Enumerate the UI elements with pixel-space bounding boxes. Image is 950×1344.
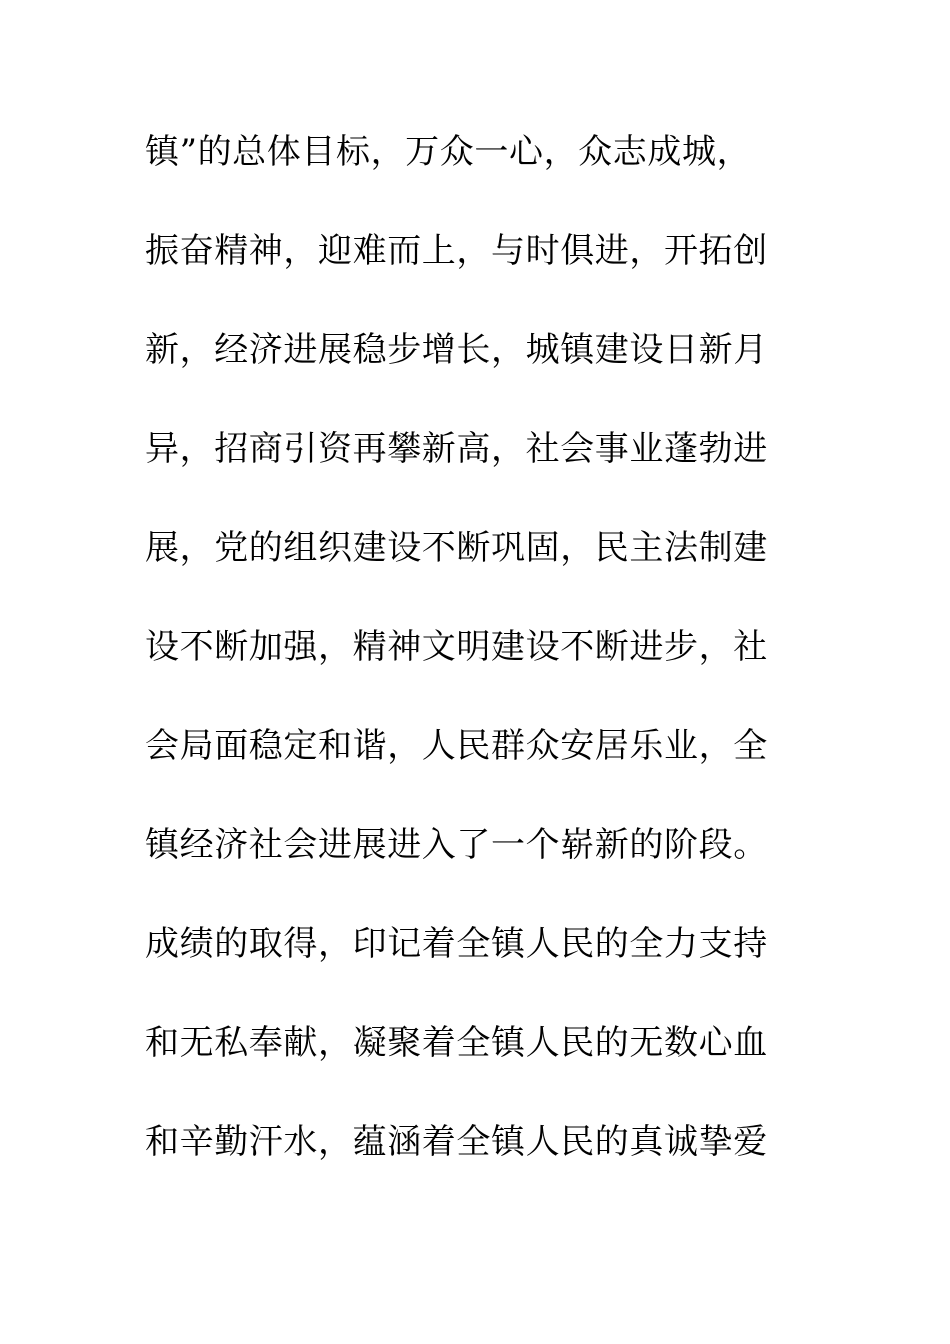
text-line: 新，经济进展稳步增长，城镇建设日新月 bbox=[145, 330, 768, 370]
text-line: 振奋精神，迎难而上，与时俱进，开拓创 bbox=[145, 231, 768, 271]
body-text bbox=[145, 126, 785, 1215]
text-line: 异，招商引资再攀新高，社会事业蓬勃进 bbox=[145, 429, 768, 469]
text-line: 设不断加强，精神文明建设不断进步，社 bbox=[145, 627, 768, 667]
text-line: 成绩的取得，印记着全镇人民的全力支持 bbox=[145, 924, 768, 964]
text-line: 会局面稳定和谐，人民群众安居乐业，全 bbox=[145, 726, 768, 766]
text-line: 镇”的总体目标，万众一心，众志成城， bbox=[145, 132, 752, 172]
text-line: 和无私奉献，凝聚着全镇人民的无数心血 bbox=[145, 1023, 768, 1063]
text-line: 镇经济社会进展进入了一个崭新的阶段。 bbox=[145, 825, 768, 865]
text-line: 展，党的组织建设不断巩固，民主法制建 bbox=[145, 528, 768, 568]
text-line: 和辛勤汗水，蕴涵着全镇人民的真诚挚爱 bbox=[145, 1122, 768, 1162]
